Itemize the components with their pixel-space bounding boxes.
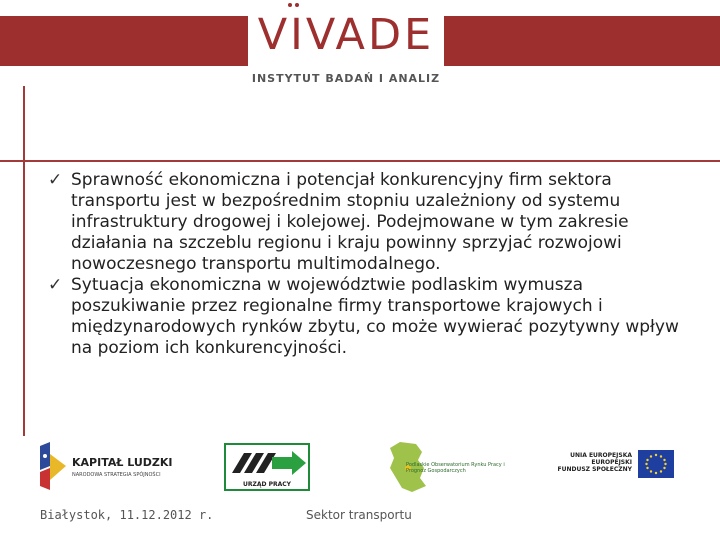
bullet-text: Sprawność ekonomiczna i potencjał konkurencyjny firm sektora transportu jest w bezpośrednim stopniu uzależniony od systemu infrastruktury drogowej i kolejowej. Podejmowane w tym zakresie działania na szczeblu regionu i kraju powinny sprzyjać rozwojowi nowoczesnego transportu multimodalnego. bbox=[71, 170, 629, 274]
kapital-ludzki-title: KAPITAŁ LUDZKI bbox=[72, 456, 173, 469]
bullet-item-1 bbox=[48, 170, 688, 275]
unia-text: UNIA EUROPEJSKA EUROPEJSKI FUNDUSZ SPOŁECZNY bbox=[557, 452, 632, 473]
podlaskie-text: Podlaskie Obserwatorium Rynku Pracy i Prognoz Gospodarczych bbox=[406, 462, 505, 474]
kapital-ludzki-logo bbox=[36, 440, 174, 492]
vivade-logo bbox=[248, 0, 444, 92]
vertical-divider bbox=[23, 86, 25, 436]
podlaskie-obserwatorium-logo bbox=[382, 438, 506, 494]
logo-name: VIVADE bbox=[257, 10, 435, 60]
unia-europejska-logo bbox=[544, 444, 680, 484]
partner-logos bbox=[0, 432, 720, 498]
eu-flag-icon bbox=[638, 450, 674, 478]
urzad-pracy-arrow-icon bbox=[226, 447, 308, 479]
slide-content bbox=[48, 170, 688, 359]
urzad-pracy-label: URZĄD PRACY bbox=[243, 481, 291, 488]
footer-topic: Sektor transportu bbox=[306, 508, 412, 522]
checkmark-icon: ✓ bbox=[48, 275, 63, 295]
kapital-ludzki-emblem-icon bbox=[36, 440, 70, 492]
logo-dots bbox=[288, 3, 300, 8]
logo-subtitle: INSTYTUT BADAŃ I ANALIZ bbox=[251, 72, 441, 85]
footer-date: Białystok, 11.12.2012 r. bbox=[40, 508, 214, 522]
horizontal-divider bbox=[0, 160, 720, 162]
checkmark-icon: ✓ bbox=[48, 170, 63, 190]
bullet-item-2 bbox=[48, 275, 688, 359]
kapital-ludzki-subtitle: NARODOWA STRATEGIA SPÓJNOŚCI bbox=[72, 472, 161, 478]
urzad-pracy-logo bbox=[224, 443, 310, 491]
bullet-text: Sytuacja ekonomiczna w województwie podlaskim wymusza poszukiwanie przez regionalne firmy transportowe krajowych i międzynarodowych rynków zbytu, co może wywierać pozytywny wpływ na poziom ich konkurencyjności. bbox=[71, 275, 679, 358]
